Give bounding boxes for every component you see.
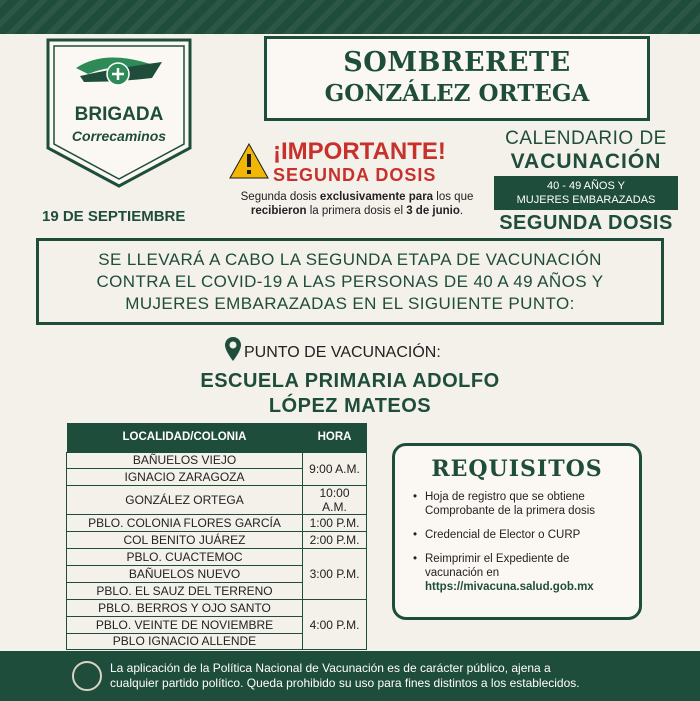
table-header-row <box>67 423 367 452</box>
calendar-block <box>488 128 684 235</box>
time-cell: 4:00 P.M. <box>303 599 367 650</box>
school-name: ESCUELA PRIMARIA ADOLFO LÓPEZ MATEOS <box>200 370 500 417</box>
footer-disclaimer: La aplicación de la Política Nacional de Vacunación es de carácter público, ajena a cualquier partido político. Queda prohibido su uso para fines distintos a los establecidos. <box>110 661 580 690</box>
brigada-badge <box>46 38 192 188</box>
important-subtitle: SEGUNDA DOSIS <box>273 165 437 185</box>
time-cell: 2:00 P.M. <box>303 532 367 549</box>
location-line2: GONZÁLEZ ORTEGA <box>324 80 590 107</box>
bullet-icon: • <box>413 553 418 565</box>
requirements-title: REQUISITOS <box>431 456 603 482</box>
location-line1: SOMBRERETE <box>343 47 571 78</box>
footer-band <box>0 651 700 701</box>
location-box <box>264 36 650 121</box>
time-cell: 9:00 A.M. <box>303 452 367 486</box>
important-title: ¡IMPORTANTE! <box>273 138 446 165</box>
list-item: • Hoja de registro que se obtiene Comprobante de la primera dosis <box>413 491 596 517</box>
column-header-locality: LOCALIDAD/COLONIA <box>67 423 303 452</box>
badge-subtitle: Correcaminos <box>71 128 167 144</box>
table-row <box>67 515 367 532</box>
table-row <box>67 532 367 549</box>
vaccination-website-link[interactable]: https://mivacuna.salud.gob.mx <box>425 581 594 593</box>
locality-cell: IGNACIO ZARAGOZA <box>67 469 303 486</box>
calendar-group-badge: 40 - 49 AÑOS Y MUJERES EMBARAZADAS <box>494 176 678 210</box>
locality-cell: PBLO. VEINTE DE NOVIEMBRE <box>67 616 303 633</box>
locality-cell: BAÑUELOS VIEJO <box>67 452 303 469</box>
location-pin-icon <box>224 336 242 362</box>
schedule-table <box>66 423 367 650</box>
column-header-time: HORA <box>303 423 367 452</box>
table-row <box>67 549 367 566</box>
announcement-box: SE LLEVARÁ A CABO LA SEGUNDA ETAPA DE VACUNACIÓN CONTRA EL COVID-19 A LAS PERSONAS DE 40 A 49 AÑOS Y MUJERES EMBARAZADAS EN EL SIGUIENTE PUNTO: <box>36 238 664 325</box>
time-cell: 10:00 A.M. <box>303 486 367 515</box>
table-row <box>67 599 367 616</box>
calendar-line1: CALENDARIO DE <box>505 128 667 149</box>
locality-cell: GONZÁLEZ ORTEGA <box>67 486 303 515</box>
table-row <box>67 452 367 469</box>
bullet-icon: • <box>413 529 418 541</box>
time-cell: 1:00 P.M. <box>303 515 367 532</box>
national-seal-icon <box>72 661 102 691</box>
locality-cell: PBLO. EL SAUZ DEL TERRENO <box>67 582 303 599</box>
top-decorative-band <box>0 0 700 34</box>
calendar-line2: VACUNACIÓN <box>510 150 662 173</box>
locality-cell: PBLO. COLONIA FLORES GARCÍA <box>67 515 303 532</box>
requirements-box <box>392 443 642 620</box>
locality-cell: PBLO. CUACTEMOC <box>67 549 303 566</box>
badge-title: BRIGADA <box>74 104 164 125</box>
locality-cell: BAÑUELOS NUEVO <box>67 565 303 582</box>
vaccination-date: 19 DE SEPTIEMBRE <box>42 208 186 225</box>
important-note: Segunda dosis exclusivamente para los que recibieron la primera dosis el 3 de junio. <box>240 191 474 217</box>
vaccination-point-label: PUNTO DE VACUNACIÓN: <box>244 344 441 361</box>
list-item: • Reimprimir el Expediente de vacunación en https://mivacuna.salud.gob.mx <box>413 552 639 594</box>
locality-cell: COL BENITO JUÁREZ <box>67 532 303 549</box>
locality-cell: PBLO. BERROS Y OJO SANTO <box>67 599 303 616</box>
list-item: • Credencial de Elector o CURP <box>413 529 581 541</box>
requirements-list <box>413 490 639 594</box>
time-cell: 3:00 P.M. <box>303 549 367 600</box>
table-row <box>67 486 367 515</box>
calendar-line3: SEGUNDA DOSIS <box>499 212 673 234</box>
bullet-icon: • <box>413 491 418 503</box>
warning-icon <box>228 142 270 180</box>
locality-cell: PBLO IGNACIO ALLENDE <box>67 633 303 650</box>
